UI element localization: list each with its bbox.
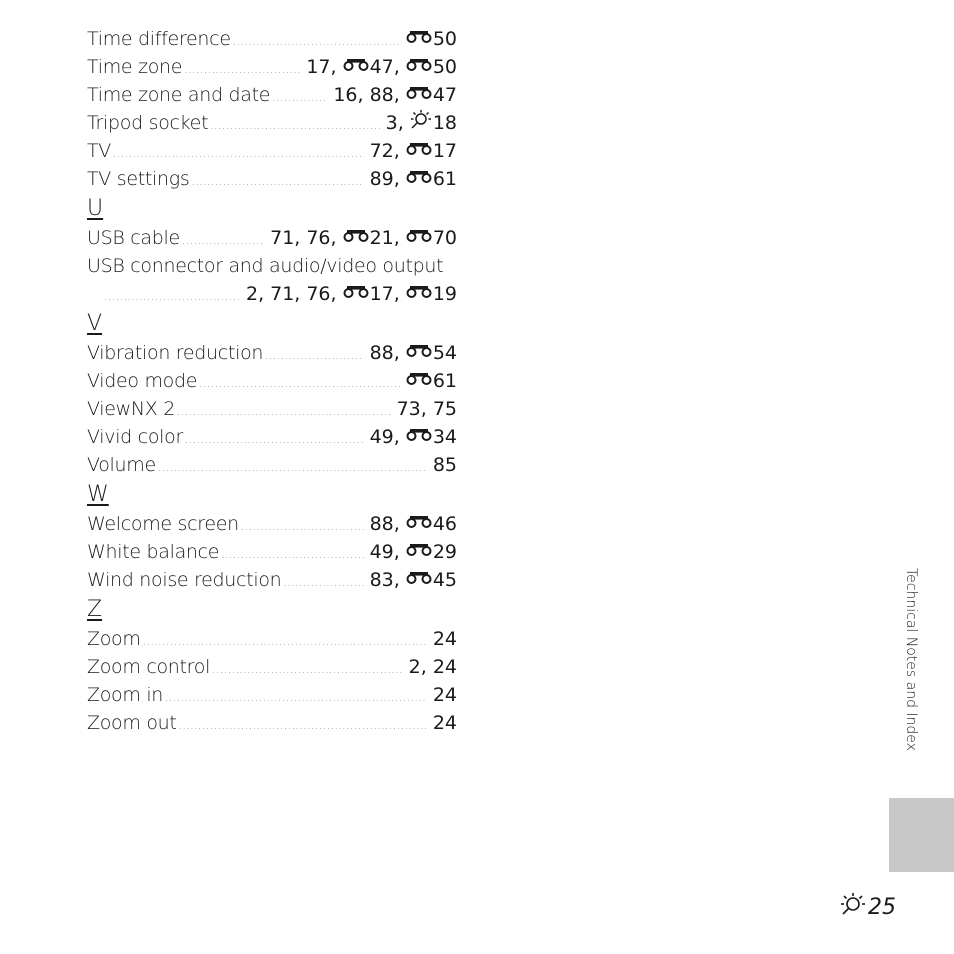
page-ref-number: 50 [432, 28, 457, 50]
letter-heading: V [87, 311, 103, 336]
reference-section-icon [406, 81, 432, 109]
page-ref [370, 423, 394, 451]
page-ref [433, 625, 457, 653]
page-ref-number: 49 [369, 426, 394, 448]
reference-section-icon [406, 423, 432, 451]
page-ref [406, 367, 457, 395]
section-label: Technical Notes and Index [903, 568, 919, 751]
index-list [87, 25, 457, 737]
page-number-text: 25 [868, 894, 896, 920]
page-ref-number: 49 [369, 541, 394, 563]
page-ref [406, 566, 457, 594]
leader-dots [158, 454, 427, 482]
index-entry [87, 510, 457, 538]
reference-section-icon [406, 510, 432, 538]
page-ref-number: 47 [432, 84, 457, 106]
page-ref-number: 2 [408, 656, 421, 678]
page-ref [406, 339, 457, 367]
leader-dots [104, 283, 240, 311]
entry-term: Zoom control [87, 656, 211, 678]
page-ref-number: 89 [369, 168, 394, 190]
page-ref-number: 2 [245, 283, 259, 305]
page-ref-number: 18 [432, 112, 457, 134]
page-refs [406, 25, 457, 53]
page-ref-number: 76 [306, 227, 331, 249]
reference-section-icon [406, 367, 432, 395]
technical-notes-icon [410, 109, 432, 137]
page-ref [343, 280, 394, 308]
index-entry [87, 451, 457, 479]
page-ref [370, 510, 394, 538]
page-ref [306, 53, 330, 81]
page-refs: 89 , 61 [370, 165, 457, 193]
reference-section-icon [343, 53, 369, 81]
letter-heading: U [87, 196, 104, 221]
leader-dots [182, 227, 264, 255]
page-refs: 3 , 18 [386, 109, 457, 137]
page-ref [409, 653, 421, 681]
leader-dots [283, 569, 363, 597]
entry-term: TV [87, 140, 112, 162]
page-ref [406, 25, 457, 53]
page-number [840, 890, 896, 924]
entry-term: Tripod socket [87, 112, 209, 134]
page-ref [433, 681, 457, 709]
entry-term: Zoom in [87, 684, 164, 706]
page-refs: 88 , 54 [370, 339, 457, 367]
reference-section-icon [406, 339, 432, 367]
page-ref-number: 61 [432, 370, 457, 392]
page-ref [433, 653, 457, 681]
leader-dots [233, 28, 400, 56]
page-ref [306, 280, 330, 308]
entry-term: USB connector and audio/video output [87, 255, 444, 277]
page-refs: 49 , 34 [370, 423, 457, 451]
page-refs: 83 , 45 [370, 566, 457, 594]
page-ref-number: 71 [270, 283, 295, 305]
leader-dots [113, 140, 364, 168]
page-ref-number: 19 [432, 283, 457, 305]
page-ref-number: 24 [432, 684, 457, 706]
index-entry [87, 395, 457, 423]
index-entry-continuation [87, 280, 457, 308]
page-ref [406, 81, 457, 109]
page-refs [433, 451, 457, 479]
leader-dots [241, 513, 364, 541]
index-entry [87, 109, 457, 137]
page-ref-number: 72 [369, 140, 394, 162]
leader-dots [179, 712, 427, 740]
page-ref [370, 538, 394, 566]
index-entry [87, 339, 457, 367]
page-refs: 2 , 71 , 76 , 17 , 19 [246, 280, 457, 308]
leader-dots [210, 112, 379, 140]
page-refs: 49 , 29 [370, 538, 457, 566]
page-ref [410, 109, 457, 137]
page-ref [406, 538, 457, 566]
entry-term: Time zone and date [87, 84, 271, 106]
leader-dots [199, 370, 400, 398]
reference-section-icon [406, 165, 432, 193]
entry-term: Video mode [87, 370, 198, 392]
leader-dots [177, 398, 391, 426]
page-ref [406, 53, 457, 81]
reference-section-icon [406, 280, 432, 308]
page-refs: 72 , 17 [370, 137, 457, 165]
entry-term: Zoom [87, 628, 141, 650]
entry-term: Zoom out [87, 712, 177, 734]
reference-section-icon [406, 566, 432, 594]
entry-term: Time difference [87, 28, 231, 50]
page-ref [406, 165, 457, 193]
entry-term: Volume [87, 454, 156, 476]
leader-dots [185, 426, 364, 454]
index-entry [87, 137, 457, 165]
page-ref-number: 88 [369, 513, 394, 535]
page-refs: 71 , 76 , 21 , 70 [270, 224, 457, 252]
page-ref [370, 339, 394, 367]
leader-dots [191, 168, 363, 196]
index-entry [87, 566, 457, 594]
page-ref-number: 76 [306, 283, 331, 305]
index-entry [87, 625, 457, 653]
page-ref-number: 17 [369, 283, 394, 305]
leader-dots [184, 56, 300, 84]
page-ref [343, 224, 394, 252]
page-ref-number: 71 [270, 227, 295, 249]
entry-term: ViewNX 2 [87, 398, 176, 420]
leader-dots [212, 656, 403, 684]
page-ref [433, 395, 457, 423]
page-ref [370, 137, 394, 165]
index-entry [87, 653, 457, 681]
reference-section-icon [406, 25, 432, 53]
page-ref-number: 85 [432, 454, 457, 476]
index-entry [87, 709, 457, 737]
leader-dots [265, 342, 363, 370]
page-ref [370, 165, 394, 193]
page-refs [406, 367, 457, 395]
entry-term: Wind noise reduction [87, 569, 282, 591]
reference-section-icon [343, 224, 369, 252]
page-ref-number: 34 [432, 426, 457, 448]
page-refs: 73 , 75 [397, 395, 457, 423]
page-ref [406, 510, 457, 538]
page-refs: 17 , 47 , 50 [306, 53, 457, 81]
page-ref-number: 61 [432, 168, 457, 190]
entry-term: Welcome screen [87, 513, 239, 535]
page-ref-number: 29 [432, 541, 457, 563]
index-entry [87, 224, 457, 252]
page-ref-number: 54 [432, 342, 457, 364]
leader-dots [165, 684, 427, 712]
index-entry [87, 165, 457, 193]
page-ref-number: 24 [432, 712, 457, 734]
page-ref [406, 224, 457, 252]
index-entry [87, 367, 457, 395]
page-refs [433, 681, 457, 709]
page-ref-number: 16 [333, 84, 358, 106]
page-ref-number: 83 [369, 569, 394, 591]
letter-heading: Z [87, 597, 103, 622]
page-ref-number: 50 [432, 56, 457, 78]
page-ref [246, 280, 258, 308]
page-ref [270, 280, 294, 308]
leader-dots [221, 541, 363, 569]
letter-heading: W [87, 482, 109, 507]
page-ref-number: 3 [385, 112, 398, 134]
entry-term: Vivid color [87, 426, 183, 448]
page-ref [433, 709, 457, 737]
page-ref [370, 566, 394, 594]
page-ref-number: 70 [432, 227, 457, 249]
entry-term: TV settings [87, 168, 190, 190]
reference-section-icon [406, 224, 432, 252]
index-entry [87, 681, 457, 709]
page-ref-number: 45 [432, 569, 457, 591]
page-ref [406, 137, 457, 165]
entry-term: Vibration reduction [87, 342, 264, 364]
page-ref [343, 53, 394, 81]
index-entry [87, 25, 457, 53]
page-refs [433, 625, 457, 653]
page-refs: 16 , 88 , 47 [333, 81, 457, 109]
page-ref [386, 109, 398, 137]
page-ref-number: 17 [432, 140, 457, 162]
page-ref-number: 24 [432, 628, 457, 650]
page-ref-number: 75 [432, 398, 457, 420]
entry-term: Time zone [87, 56, 183, 78]
index-entry [87, 423, 457, 451]
page-ref-number: 88 [369, 84, 394, 106]
entry-term: USB cable [87, 227, 180, 249]
leader-dots [272, 84, 327, 112]
page-ref [433, 451, 457, 479]
leader-dots [143, 628, 427, 656]
index-entry [87, 252, 457, 280]
index-entry [87, 538, 457, 566]
page-refs: 88 , 46 [370, 510, 457, 538]
reference-section-icon [406, 538, 432, 566]
page-ref-number: 24 [432, 656, 457, 678]
page-ref [333, 81, 357, 109]
page-refs: 2 , 24 [409, 653, 457, 681]
page-ref [397, 395, 421, 423]
section-tab [889, 798, 954, 872]
index-entry [87, 81, 457, 109]
page-ref [306, 224, 330, 252]
page-ref-number: 21 [369, 227, 394, 249]
page-ref [406, 423, 457, 451]
page-ref-number: 17 [306, 56, 331, 78]
page-refs [433, 709, 457, 737]
reference-section-icon [406, 137, 432, 165]
page-ref-number: 73 [396, 398, 421, 420]
page-ref-number: 46 [432, 513, 457, 535]
reference-section-icon [406, 53, 432, 81]
technical-notes-icon [840, 892, 866, 922]
page-ref [270, 224, 294, 252]
page-ref-number: 47 [369, 56, 394, 78]
index-entry [87, 53, 457, 81]
page-ref-number: 88 [369, 342, 394, 364]
page-ref [406, 280, 457, 308]
reference-section-icon [343, 280, 369, 308]
page-ref [370, 81, 394, 109]
entry-term: White balance [87, 541, 220, 563]
